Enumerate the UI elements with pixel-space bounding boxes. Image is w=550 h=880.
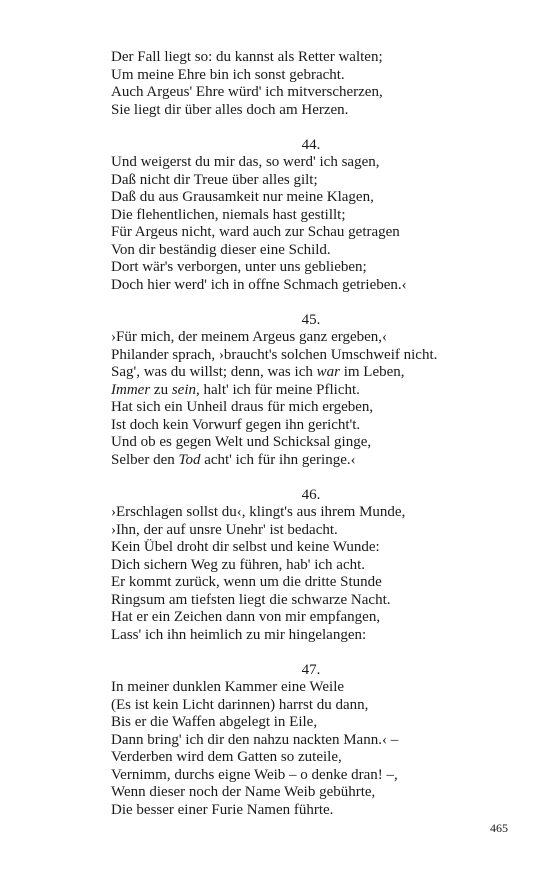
emphasized-text: Immer xyxy=(111,381,151,398)
verse-line xyxy=(111,679,511,697)
verse-line xyxy=(111,242,511,260)
verse-text: Ringsum am tiefsten liegt die schwarze Nacht. xyxy=(111,591,391,608)
verse-line xyxy=(111,434,511,452)
verse-line xyxy=(111,102,511,120)
verse-text: Bis er die Waffen abgelegt in Eile, xyxy=(111,714,318,730)
verse-line xyxy=(111,504,511,522)
verse-line xyxy=(111,277,511,295)
verse-line xyxy=(111,802,511,820)
stanza-number-label: 46. xyxy=(301,486,321,503)
verse-line xyxy=(111,259,511,277)
verse-text: Und ob es gegen Welt und Schicksal ginge, xyxy=(111,434,372,450)
verse-text: Wenn dieser noch der Name Weib gebührte, xyxy=(111,784,376,800)
verse-text: Lass' ich ihn heimlich zu mir hingelangen: xyxy=(111,626,367,643)
verse-line xyxy=(111,767,511,785)
verse-text: Dich sichern Weg zu führen, hab' ich acht. xyxy=(111,556,366,573)
stanza xyxy=(111,662,511,820)
verse-line xyxy=(111,732,511,750)
verse-text: Die besser einer Furie Namen führte. xyxy=(111,801,334,818)
verse-line xyxy=(111,749,511,767)
verse-text: Verderben wird dem Gatten so zuteile, xyxy=(111,749,342,765)
stanza-number xyxy=(111,662,511,680)
verse-text: Für Argeus nicht, ward auch zur Schau getragen xyxy=(111,224,400,240)
emphasized-text: sein, xyxy=(171,381,200,398)
verse-text: Hat sich ein Unheil draus für mich ergeben, xyxy=(111,399,374,415)
stanza-number-label: 47. xyxy=(301,661,321,678)
verse-text: Daß nicht dir Treue über alles gilt; xyxy=(111,171,318,188)
verse-text: Auch Argeus' Ehre würd' ich mitverscherzen, xyxy=(111,84,383,100)
verse-text: Selber den xyxy=(111,451,179,468)
stanza xyxy=(111,49,511,119)
verse-text: Philander sprach, ›braucht's solchen Umschweif nicht. xyxy=(111,346,438,363)
verse-text: Er kommt zurück, wenn um die dritte Stunde xyxy=(111,574,382,590)
verse-text: Der Fall liegt so: du kannst als Retter walten; xyxy=(111,49,383,65)
verse-line xyxy=(111,154,511,172)
page-number: 465 xyxy=(490,821,508,835)
poem-text xyxy=(111,49,511,819)
stanza xyxy=(111,137,511,295)
verse-line xyxy=(111,189,511,207)
verse-line xyxy=(111,364,511,382)
stanza-number xyxy=(111,137,511,155)
verse-text: Und weigerst du mir das, so werd' ich sagen, xyxy=(111,154,380,170)
verse-text: ›Erschlagen sollst du‹, klingt's aus ihrem Munde, xyxy=(111,504,406,520)
verse-line xyxy=(111,574,511,592)
verse-line xyxy=(111,714,511,732)
verse-text: Kein Übel droht dir selbst und keine Wunde: xyxy=(111,539,380,555)
verse-line xyxy=(111,557,511,575)
verse-line xyxy=(111,84,511,102)
verse-line xyxy=(111,382,511,400)
verse-line xyxy=(111,539,511,557)
verse-line xyxy=(111,784,511,802)
verse-text: In meiner dunklen Kammer eine Weile xyxy=(111,679,345,695)
verse-text: zu xyxy=(150,381,172,398)
verse-text: ›Für mich, der meinem Argeus ganz ergeben,‹ xyxy=(111,329,388,345)
stanza xyxy=(111,487,511,645)
verse-text: Doch hier werd' ich in offne Schmach getrieben.‹ xyxy=(111,276,407,293)
emphasized-text: war xyxy=(316,364,340,380)
verse-line xyxy=(111,224,511,242)
verse-line xyxy=(111,609,511,627)
verse-line xyxy=(111,592,511,610)
verse-line xyxy=(111,207,511,225)
verse-text: acht' ich für ihn geringe.‹ xyxy=(200,451,356,468)
verse-text: im Leben, xyxy=(339,364,405,380)
verse-line xyxy=(111,417,511,435)
verse-text: Dort wär's verborgen, unter uns geblieben; xyxy=(111,259,367,275)
verse-line xyxy=(111,67,511,85)
verse-text: (Es ist kein Licht darinnen) harrst du dann, xyxy=(111,696,369,713)
stanza-number-label: 44. xyxy=(301,136,321,153)
stanza-number-label: 45. xyxy=(301,311,321,328)
verse-text: Ist doch kein Vorwurf gegen ihn gericht't. xyxy=(111,416,361,433)
stanza-number xyxy=(111,312,511,330)
verse-text: Von dir beständig dieser eine Schild. xyxy=(111,241,331,258)
verse-line xyxy=(111,49,511,67)
verse-text: Die flehentlichen, niemals hast gestillt; xyxy=(111,206,346,223)
verse-text: Um meine Ehre bin ich sonst gebracht. xyxy=(111,66,345,83)
verse-text: Sie liegt dir über alles doch am Herzen. xyxy=(111,101,349,118)
verse-line xyxy=(111,399,511,417)
verse-line xyxy=(111,452,511,470)
verse-text: halt' ich für meine Pflicht. xyxy=(199,381,360,398)
verse-text: Daß du aus Grausamkeit nur meine Klagen, xyxy=(111,189,374,205)
verse-text: Sag', was du willst; denn, was ich xyxy=(111,364,317,380)
verse-line xyxy=(111,172,511,190)
verse-text: Dann bring' ich dir den nahzu nackten Mann.‹ – xyxy=(111,731,399,748)
verse-line xyxy=(111,627,511,645)
verse-line xyxy=(111,329,511,347)
verse-line xyxy=(111,697,511,715)
verse-text: Hat er ein Zeichen dann von mir empfangen, xyxy=(111,609,381,625)
stanza xyxy=(111,312,511,470)
stanza-number xyxy=(111,487,511,505)
verse-line xyxy=(111,522,511,540)
emphasized-text: Tod xyxy=(178,451,201,468)
verse-line xyxy=(111,347,511,365)
verse-text: ›Ihn, der auf unsre Unehr' ist bedacht. xyxy=(111,521,338,538)
verse-text: Vernimm, durchs eigne Weib – o denke dran! –, xyxy=(111,766,398,783)
